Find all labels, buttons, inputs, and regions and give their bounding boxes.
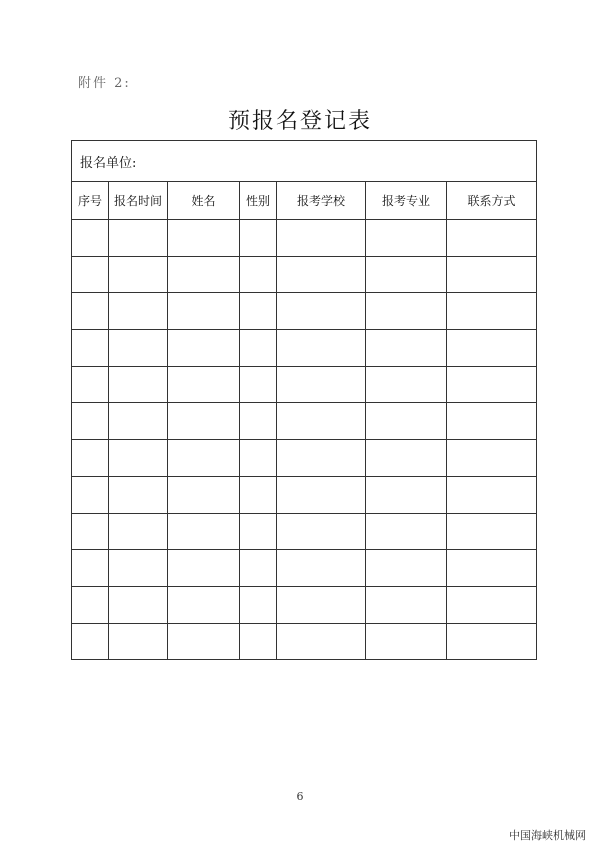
table-row [72,330,537,367]
table-cell [366,366,447,403]
table-row [72,220,537,257]
table-cell [447,550,537,587]
table-cell [72,623,109,660]
table-cell [72,586,109,623]
table-cell [240,403,277,440]
table-cell [109,366,168,403]
table-cell [277,220,366,257]
table-cell [240,586,277,623]
registration-table [71,140,537,660]
table-cell [168,330,240,367]
table-cell [72,440,109,477]
table-cell [277,403,366,440]
table-row [72,440,537,477]
page-number: 6 [296,790,304,803]
table-cell [277,476,366,513]
column-header: 性别 [240,182,277,220]
table-row [72,293,537,330]
table-cell [168,623,240,660]
table-cell [277,330,366,367]
table-cell [72,513,109,550]
watermark: 中国海峡机械网 [509,829,586,842]
table-cell [168,403,240,440]
table-cell [366,220,447,257]
table-row [72,623,537,660]
table-cell [72,476,109,513]
header-row [72,182,537,220]
table-cell [366,476,447,513]
table-cell [168,440,240,477]
table-cell [240,293,277,330]
table-cell [277,366,366,403]
table-cell [109,550,168,587]
column-header: 联系方式 [447,182,537,220]
table-cell [240,220,277,257]
unit-label: 报名单位: [72,141,537,182]
table-cell [447,586,537,623]
table-cell [277,550,366,587]
table-cell [109,293,168,330]
table-cell [366,550,447,587]
table-cell [447,293,537,330]
table-row [72,476,537,513]
table-cell [240,550,277,587]
table-cell [109,403,168,440]
column-header: 报名时间 [109,182,168,220]
table-cell [240,476,277,513]
column-header: 报考专业 [366,182,447,220]
table-cell [366,513,447,550]
table-cell [277,293,366,330]
table-row [72,586,537,623]
table-row [72,550,537,587]
table-cell [447,623,537,660]
table-cell [447,366,537,403]
table-cell [240,330,277,367]
table-cell [240,366,277,403]
table-cell [277,586,366,623]
table-cell [168,550,240,587]
attachment-label: 附件 2: [78,76,131,91]
table-cell [72,366,109,403]
table-cell [447,476,537,513]
table-cell [109,586,168,623]
table-cell [277,513,366,550]
page-title: 预报名登记表 [227,109,372,134]
table-cell [109,220,168,257]
unit-row [72,141,537,182]
column-header: 姓名 [168,182,240,220]
table-cell [366,330,447,367]
table-cell [168,513,240,550]
table-cell [109,623,168,660]
table-cell [366,256,447,293]
table-body [72,220,537,660]
table-cell [72,330,109,367]
table-cell [447,330,537,367]
table-cell [109,256,168,293]
table-row [72,256,537,293]
table-cell [447,403,537,440]
table-cell [109,440,168,477]
table-cell [277,623,366,660]
table-row [72,513,537,550]
table-row [72,366,537,403]
table-cell [109,513,168,550]
column-header: 报考学校 [277,182,366,220]
table-cell [277,440,366,477]
table-cell [168,366,240,403]
table-cell [168,256,240,293]
table-cell [366,440,447,477]
table-row [72,403,537,440]
table-cell [366,293,447,330]
table-cell [72,220,109,257]
table-cell [447,220,537,257]
column-header: 序号 [72,182,109,220]
table-cell [366,586,447,623]
table-cell [168,586,240,623]
table-cell [109,330,168,367]
table-cell [240,623,277,660]
table-cell [168,476,240,513]
table-cell [240,513,277,550]
table-cell [168,220,240,257]
table-cell [168,293,240,330]
table-cell [366,403,447,440]
table-cell [366,623,447,660]
table-cell [72,256,109,293]
table-cell [447,256,537,293]
table-cell [277,256,366,293]
table-cell [72,293,109,330]
table-cell [72,403,109,440]
table-cell [240,440,277,477]
table-cell [109,476,168,513]
table-cell [447,513,537,550]
table-cell [72,550,109,587]
table-cell [240,256,277,293]
table-cell [447,440,537,477]
